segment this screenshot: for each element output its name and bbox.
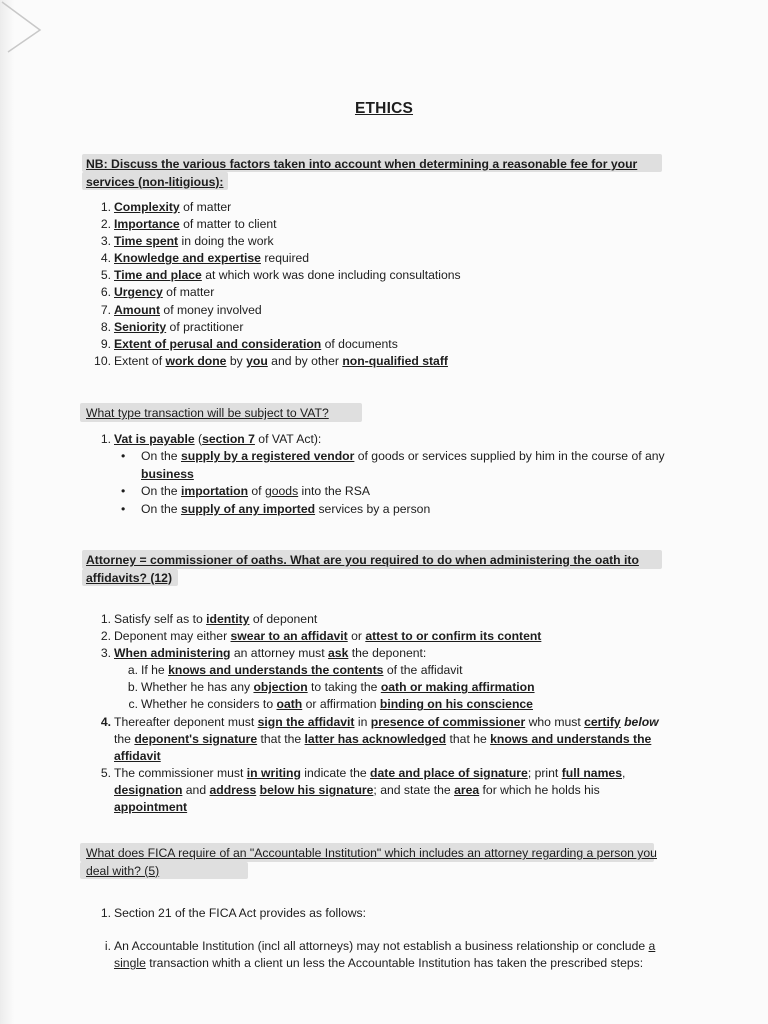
list-item: 3. Time spent in doing the work: [100, 234, 274, 249]
list-item: • On the importation of goods into the RSA: [121, 484, 370, 499]
scan-edge-shadow: [0, 0, 14, 1024]
list-item: • On the supply of any imported services by a person: [121, 501, 431, 516]
list-item: 1. Complexity of matter: [100, 200, 232, 214]
question-heading-vat: What type transaction will be subject to VAT?: [86, 406, 329, 420]
list-item: 6. Urgency of matter: [100, 285, 215, 300]
fee-factors-list: [94, 199, 694, 370]
list-item: 2. Importance of matter to client: [100, 217, 277, 232]
list-item: 1. Vat is payable (section 7 of VAT Act):: [100, 432, 322, 446]
list-item: 1. Section 21 of the FICA Act provides as follows:: [100, 906, 367, 920]
oath-sub-list: [127, 662, 674, 713]
list-item: i. An Accountable Institution (incl all attorneys) may not establish a business relationship or conclude a single transaction whith a client un less the Accountable Institution has taken the prescribed steps:: [104, 939, 656, 971]
question-heading-fee: NB: Discuss the various factors taken into account when determining a reasonable fee for your services (non-litigious):: [86, 157, 638, 189]
list-item: 1. Satisfy self as to identity of deponent: [100, 612, 318, 626]
list-item: 7. Amount of money involved: [100, 302, 262, 317]
fica-section: [100, 905, 674, 972]
list-item: 5. The commissioner must in writing indicate the date and place of signature; print full names, designation and address below his signature; and state the area for which he holds his appointment: [100, 765, 626, 815]
list-item: 3. When administering an attorney must ask the deponent:: [100, 646, 427, 661]
folded-corner-mark: [0, 0, 60, 60]
list-item: c. Whether he considers to oath or affirmation binding on his conscience: [128, 697, 533, 712]
list-item: 4. Thereafter deponent must sign the affidavit in presence of commissioner who must certify below the deponent's signature that the latter has acknowledged that he knows and understands the affidavit: [100, 714, 659, 763]
list-item: 9. Extent of perusal and consideration of documents: [100, 336, 398, 351]
list-item: 4. Knowledge and expertise required: [100, 251, 310, 266]
list-item: a. If he knows and understands the contents of the affidavit: [127, 663, 463, 678]
list-item: 5. Time and place at which work was done including consultations: [100, 268, 461, 283]
oath-section: [100, 611, 674, 816]
page-title: ETHICS: [354, 100, 414, 117]
list-item: 8. Seniority of practitioner: [100, 319, 244, 334]
question-heading-oath: Attorney = commissioner of oaths. What are you required to do when administering the oath ito affidavits? (12): [86, 553, 639, 585]
vat-section: [100, 431, 674, 518]
list-item: b. Whether he has any objection to taking the oath or making affirmation: [127, 680, 535, 695]
list-item: • On the supply by a registered vendor of goods or services supplied by him in the course of any business: [121, 449, 665, 481]
question-heading-fica: What does FICA require of an "Accountable Institution" which includes an attorney regarding a person you deal with? (5): [86, 846, 657, 878]
list-item: 10. Extent of work done by you and by other non-qualified staff: [94, 353, 448, 368]
list-item: 2. Deponent may either swear to an affidavit or attest to or confirm its content: [100, 629, 542, 644]
vat-bullets: [121, 448, 674, 518]
